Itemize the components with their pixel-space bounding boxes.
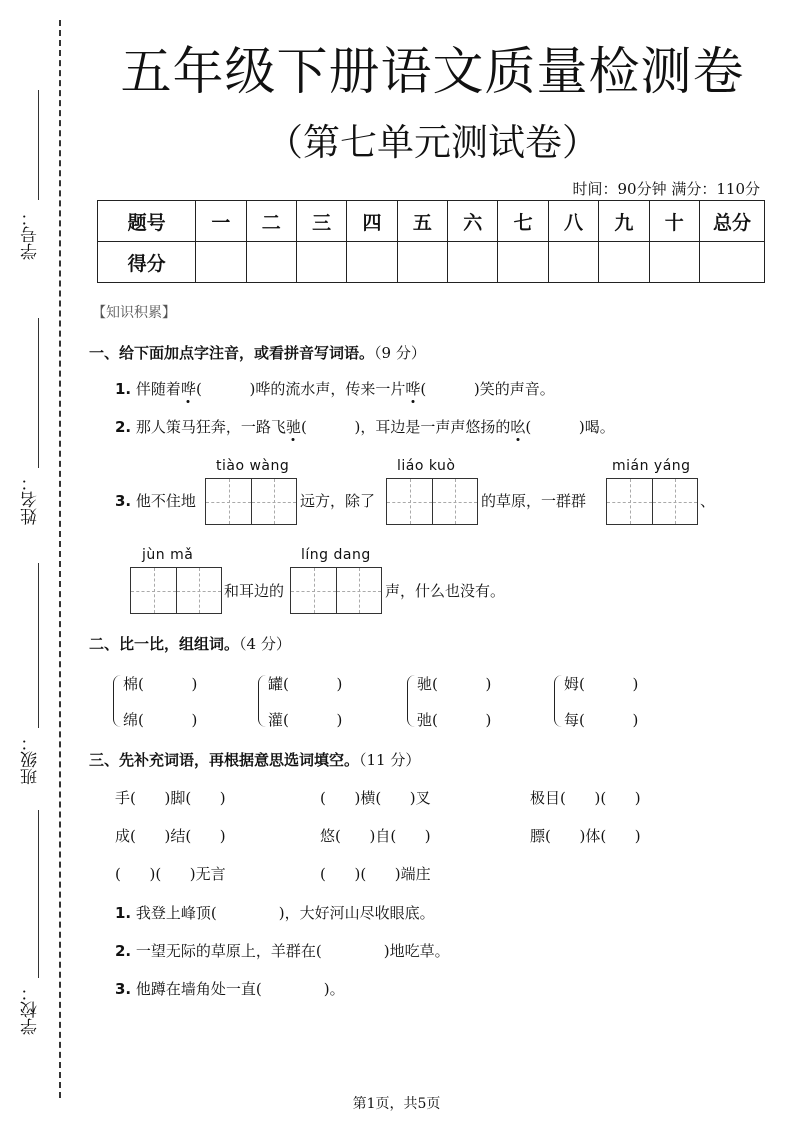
score-header-cell: 五 — [397, 201, 447, 242]
grid-cell[interactable] — [607, 479, 652, 524]
q1-dotted-char: 驰 — [285, 418, 301, 436]
binding-dashed-line — [59, 20, 61, 1098]
score-input-cell[interactable] — [397, 242, 447, 283]
score-header-cell: 一 — [196, 201, 246, 242]
grid-cell[interactable] — [387, 479, 432, 524]
score-input-cell[interactable] — [498, 242, 548, 283]
pinyin-lingdang: líng dang — [301, 547, 371, 563]
pinyin-liaokuo: liáo kuò — [397, 458, 456, 474]
q1-item-2 — [115, 416, 615, 437]
word-pair-item[interactable]: 每( ) — [564, 711, 639, 729]
grid-cell[interactable] — [291, 568, 336, 613]
q3-fill-word[interactable]: ( )( )无言 — [115, 865, 226, 883]
q3-item-2-num: 2. — [115, 942, 132, 960]
score-table — [97, 200, 765, 283]
q1-item-2-num: 2. — [115, 418, 132, 436]
q3-item-2-text[interactable]: 一望无际的草原上，羊群在( )地吃草。 — [135, 942, 450, 960]
score-header-cell: 六 — [448, 201, 498, 242]
pinyin-mianyang: mián yáng — [612, 458, 691, 474]
grid-cell[interactable] — [131, 568, 176, 613]
q1-item-3-text: 声，什么也没有。 — [385, 582, 506, 600]
word-pair-item[interactable]: 姆( ) — [564, 675, 639, 693]
score-input-cell[interactable] — [599, 242, 649, 283]
q1-item-2-text: 那人策马狂奔，一路飞 — [135, 418, 286, 436]
score-input-cell[interactable] — [700, 242, 765, 283]
q3-fill-word[interactable]: 极目( )( ) — [530, 789, 641, 807]
q3-item-1 — [115, 902, 435, 923]
score-header-cell: 题号 — [98, 201, 196, 242]
word-pair-item[interactable]: 罐( ) — [268, 675, 343, 693]
q3-title — [89, 749, 420, 770]
q1-item-3-text: 和耳边的 — [224, 582, 285, 600]
q1-item-1 — [115, 378, 555, 399]
score-input-cell[interactable] — [347, 242, 397, 283]
brace-icon — [554, 675, 563, 727]
score-input-cell[interactable] — [196, 242, 246, 283]
writing-grid[interactable] — [606, 478, 698, 525]
word-pair-item[interactable]: 绵( ) — [123, 711, 198, 729]
word-pair-item[interactable]: 灌( ) — [268, 711, 343, 729]
grid-cell[interactable] — [652, 479, 697, 524]
q1-item-3-text: 的草原，一群群 — [481, 492, 587, 510]
q3-fill-word[interactable]: 成( )结( ) — [115, 827, 226, 845]
word-pair-item[interactable]: 弛( ) — [417, 711, 492, 729]
q1-item-1-text: 伴随着 — [135, 380, 181, 398]
name-line[interactable] — [38, 318, 39, 468]
q1-item-3-text: 、 — [700, 492, 716, 510]
q1-item-1-text[interactable]: ( )哗的流水声，传来一片 — [195, 380, 406, 398]
word-pair-item[interactable]: 棉( ) — [123, 675, 198, 693]
brace-icon — [113, 675, 122, 727]
q1-dotted-char: 吆 — [510, 418, 526, 436]
q1-points: （9 分） — [374, 344, 426, 362]
grid-cell[interactable] — [251, 479, 296, 524]
q2-points: （4 分） — [239, 635, 291, 653]
score-input-cell[interactable] — [548, 242, 598, 283]
q1-item-1-num: 1. — [115, 380, 132, 398]
score-label-cell: 得分 — [98, 242, 196, 283]
q3-title-text: 三、先补充词语，再根据意思选词填空。 — [89, 751, 360, 769]
brace-icon — [258, 675, 267, 727]
score-header-cell: 十 — [649, 201, 699, 242]
q1-title-text: 一、给下面加点字注音，或看拼音写词语。 — [89, 344, 375, 362]
q1-item-2-text[interactable]: ( )喝。 — [525, 418, 615, 436]
page-footer: 第1页，共5页 — [352, 1096, 441, 1112]
grid-cell[interactable] — [206, 479, 251, 524]
pinyin-junma: jùn mǎ — [142, 547, 194, 563]
score-header-cell: 四 — [347, 201, 397, 242]
q3-fill-word[interactable]: 手( )脚( ) — [115, 789, 226, 807]
q3-fill-word[interactable]: ( )横( )叉 — [320, 789, 431, 807]
score-input-cell[interactable] — [448, 242, 498, 283]
class-label: 班级： — [21, 734, 41, 786]
pinyin-tiaowang: tiào wàng — [216, 458, 290, 474]
q1-item-3-text: 远方，除了 — [300, 492, 376, 510]
score-header-cell: 七 — [498, 201, 548, 242]
writing-grid[interactable] — [386, 478, 478, 525]
score-input-cell[interactable] — [649, 242, 699, 283]
writing-grid[interactable] — [205, 478, 297, 525]
q2-title-text: 二、比一比，组组词。 — [89, 635, 240, 653]
q3-fill-word[interactable]: ( )( )端庄 — [320, 865, 431, 883]
q1-item-1-text[interactable]: ( )笑的声音。 — [420, 380, 555, 398]
q1-title — [89, 342, 426, 363]
score-header-cell: 总分 — [700, 201, 765, 242]
brace-icon — [407, 675, 416, 727]
q1-item-2-text[interactable]: ( )，耳边是一声声悠扬的 — [300, 418, 511, 436]
grid-cell[interactable] — [336, 568, 381, 613]
grid-cell[interactable] — [176, 568, 221, 613]
student-id-line[interactable] — [38, 90, 39, 200]
q1-item-3-num: 3. — [115, 492, 132, 510]
q3-item-3-text[interactable]: 他蹲在墙角处一直( )。 — [135, 980, 345, 998]
time-info: 时间：90分钟 满分：110分 — [572, 180, 760, 198]
section-tag: 【知识积累】 — [92, 305, 176, 321]
q3-item-3-num: 3. — [115, 980, 132, 998]
writing-grid[interactable] — [130, 567, 222, 614]
q3-item-1-num: 1. — [115, 904, 132, 922]
q3-fill-word[interactable]: 膘( )体( ) — [530, 827, 641, 845]
score-header-cell: 九 — [599, 201, 649, 242]
score-header-cell: 三 — [296, 201, 346, 242]
name-label: 姓名： — [21, 474, 41, 526]
score-table-score-row — [98, 242, 765, 283]
score-table-header-row — [98, 201, 765, 242]
q1-item-3-text: 他不住地 — [135, 492, 196, 510]
school-line[interactable] — [38, 810, 39, 978]
page-subtitle: （第七单元测试卷） — [266, 121, 599, 164]
q2-title — [89, 633, 291, 654]
school-label: 学校： — [21, 984, 41, 1036]
score-header-cell: 八 — [548, 201, 598, 242]
page-title: 五年级下册语文质量检测卷 — [120, 43, 745, 102]
student-id-label: 学号： — [21, 209, 41, 261]
score-header-cell: 二 — [246, 201, 296, 242]
q3-points: （11 分） — [359, 751, 421, 769]
score-input-cell[interactable] — [246, 242, 296, 283]
score-input-cell[interactable] — [296, 242, 346, 283]
q1-dotted-char: 哗 — [180, 380, 196, 398]
q1-dotted-char: 哗 — [405, 380, 421, 398]
q3-item-2 — [115, 940, 450, 961]
q1-item-3-start — [115, 490, 196, 511]
word-pair-item[interactable]: 驰( ) — [417, 675, 492, 693]
q3-item-3 — [115, 978, 345, 999]
q3-item-1-text[interactable]: 我登上峰顶( )，大好河山尽收眼底。 — [135, 904, 435, 922]
grid-cell[interactable] — [432, 479, 477, 524]
writing-grid[interactable] — [290, 567, 382, 614]
class-line[interactable] — [38, 563, 39, 728]
q3-fill-word[interactable]: 悠( )自( ) — [320, 827, 431, 845]
